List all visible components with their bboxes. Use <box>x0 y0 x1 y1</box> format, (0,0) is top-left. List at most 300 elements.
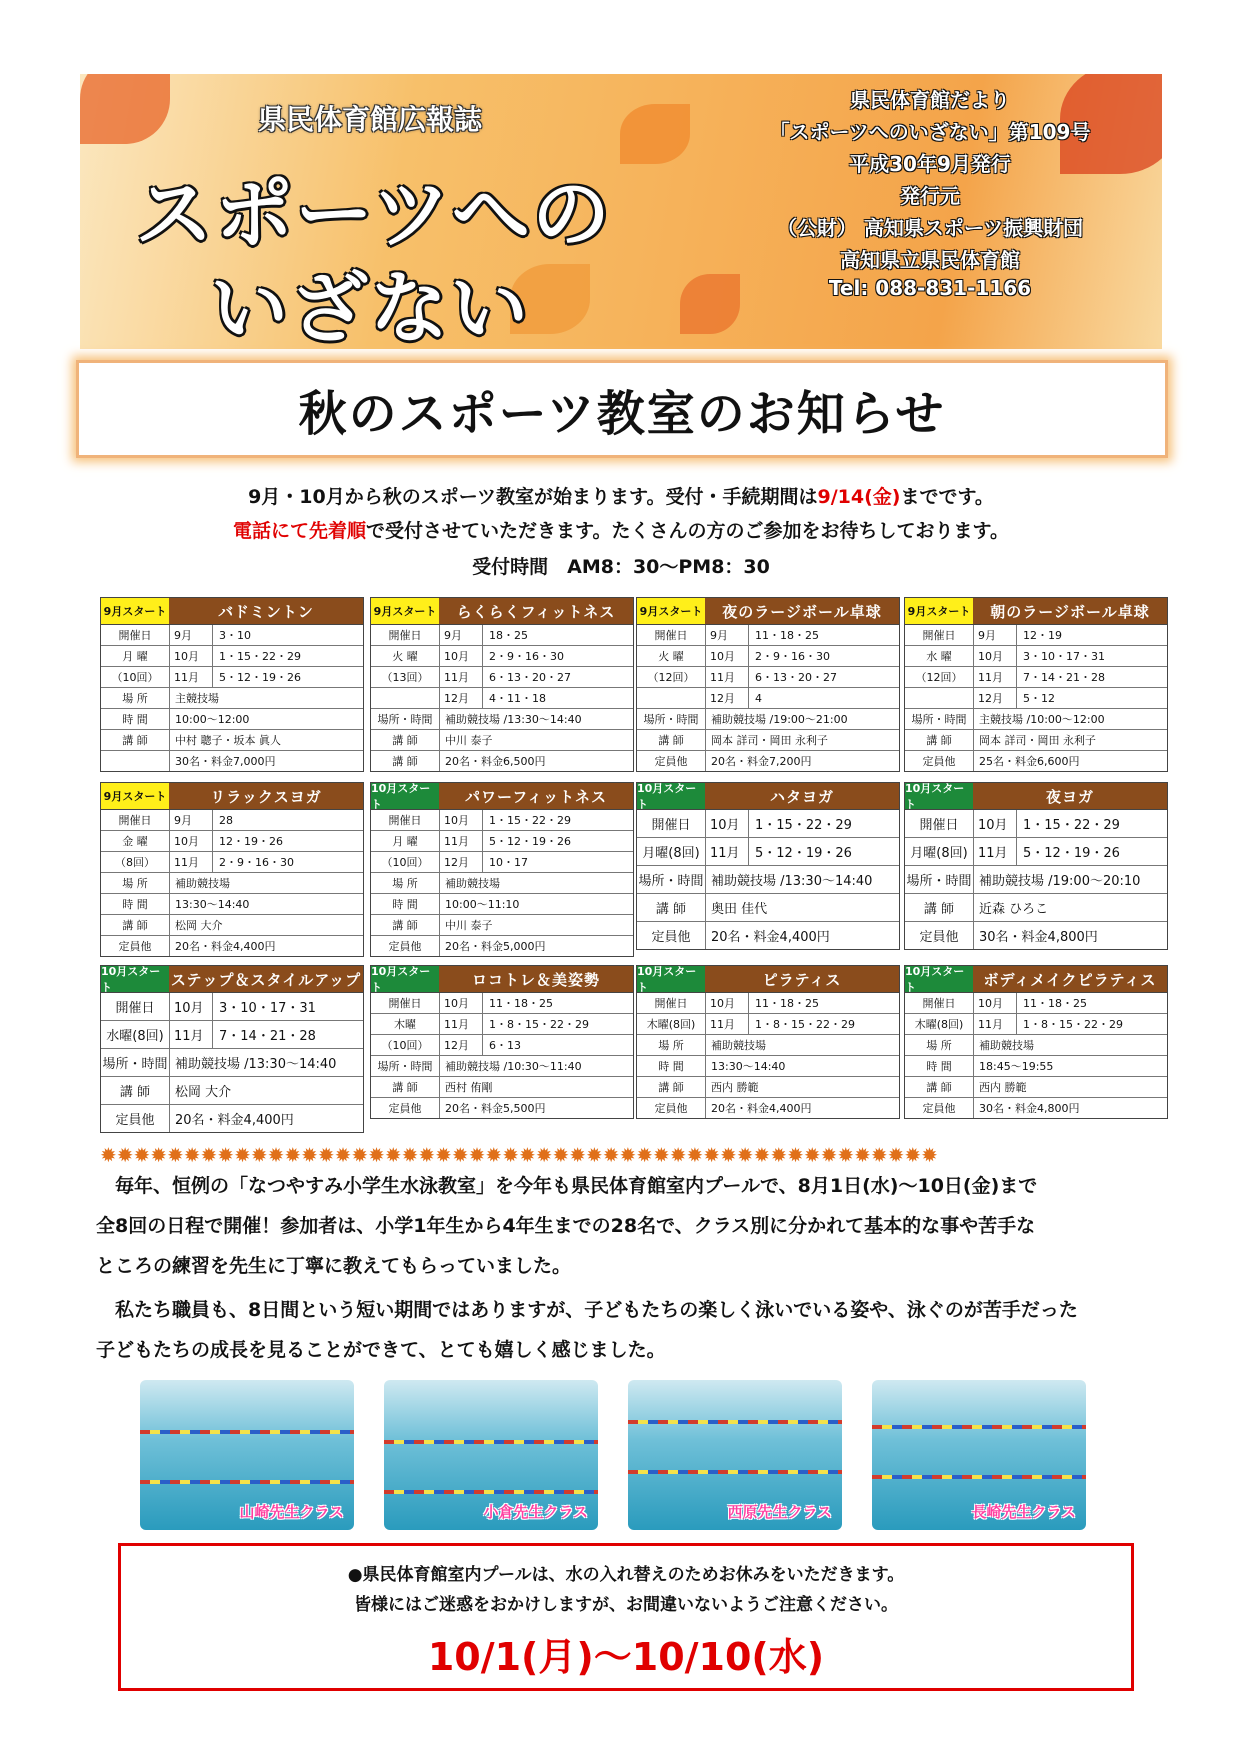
lane-rope <box>140 1430 354 1434</box>
info-label: 講 師 <box>371 730 440 750</box>
info-row <box>637 1077 899 1098</box>
month-cell: 11月 <box>974 838 1017 865</box>
month-cell: 11月 <box>706 1014 749 1034</box>
days-cell: 7・14・21・28 <box>219 1029 316 1044</box>
days-cell: 5・12・19・26 <box>755 846 852 861</box>
info-value: 西内 勝範 <box>711 1081 759 1094</box>
weekday-label: 月曜(8回) <box>637 838 706 865</box>
schedule-row <box>637 625 899 646</box>
maple-leaf-decoration <box>80 74 170 144</box>
days-cell: 4 <box>755 691 762 705</box>
month-cell: 10月 <box>706 646 749 666</box>
days-cell: 12・19・26 <box>219 835 283 848</box>
info-value: 補助競技場 /10:30～11:40 <box>445 1060 582 1073</box>
date-label: 開催日 <box>371 993 440 1013</box>
start-month-badge: 10月スタート <box>905 783 973 809</box>
lane-rope <box>872 1475 1086 1479</box>
info-row <box>905 894 1167 922</box>
date-label: 開催日 <box>905 625 974 645</box>
schedule-row <box>905 625 1167 646</box>
schedule-row <box>905 688 1167 709</box>
date-label: 開催日 <box>101 810 170 830</box>
info-value: 20名・料金7,200円 <box>711 755 812 768</box>
days-cell: 2・9・16・30 <box>489 650 564 663</box>
info-label: 時 間 <box>101 709 170 729</box>
class-title-bar <box>637 598 899 625</box>
schedule-row <box>637 1014 899 1035</box>
info-row <box>905 709 1167 730</box>
info-value: 松岡 大介 <box>175 919 223 932</box>
info-label: 場 所 <box>101 873 170 893</box>
class-title-bar <box>371 783 633 810</box>
session-count: （13回） <box>371 667 440 687</box>
start-month-badge: 9月スタート <box>371 598 439 624</box>
info-row <box>101 688 363 709</box>
closure-dates: 10/1(月)～10/10(水) <box>427 1635 825 1679</box>
class-name: ロコトレ＆美姿勢 <box>439 966 633 992</box>
info-label: 定員他 <box>637 1098 706 1118</box>
info-row <box>905 1035 1167 1056</box>
info-label: 講 師 <box>101 1077 170 1104</box>
info-label: 定員他 <box>101 1105 170 1132</box>
days-cell: 4・11・18 <box>489 692 546 705</box>
schedule-row <box>101 1021 363 1049</box>
info-row <box>371 1098 633 1118</box>
class-name: 夜のラージボール卓球 <box>705 598 899 624</box>
info-label: 場所・時間 <box>637 866 706 893</box>
start-month-badge: 9月スタート <box>905 598 973 624</box>
month-cell: 10月 <box>706 810 749 837</box>
start-month-badge: 9月スタート <box>101 598 169 624</box>
pool-photo-3 <box>628 1380 842 1530</box>
article-line: 私たち職員も、8日間という短い期間ではありますが、子どもたちの楽しく泳いでいる姿や、泳ぐのが苦手だった <box>96 1299 1078 1321</box>
schedule-row <box>637 993 899 1014</box>
info-label: 定員他 <box>905 1098 974 1118</box>
days-cell: 28 <box>219 813 233 827</box>
class-card <box>370 597 634 772</box>
days-cell: 10・17 <box>489 856 528 869</box>
month-cell: 10月 <box>974 646 1017 666</box>
info-row <box>371 1077 633 1098</box>
month-cell: 11月 <box>170 667 213 687</box>
photo-caption: 小倉先生クラス <box>483 1503 588 1521</box>
start-month-badge: 10月スタート <box>101 966 169 992</box>
days-cell: 11・18・25 <box>489 997 553 1010</box>
class-title-bar <box>101 598 363 625</box>
start-month-badge: 10月スタート <box>371 966 439 992</box>
month-cell: 11月 <box>440 1014 483 1034</box>
pool-photo-2 <box>384 1380 598 1530</box>
schedule-row <box>637 688 899 709</box>
info-row <box>101 873 363 894</box>
schedule-row <box>101 646 363 667</box>
schedule-row <box>101 831 363 852</box>
month-cell: 10月 <box>170 646 213 666</box>
lane-rope <box>140 1480 354 1484</box>
days-cell: 1・15・22・29 <box>219 650 301 663</box>
info-row <box>905 1056 1167 1077</box>
month-cell: 9月 <box>440 625 483 645</box>
date-label: 開催日 <box>637 625 706 645</box>
schedule-row <box>637 810 899 838</box>
schedule-row <box>371 1014 633 1035</box>
month-cell: 9月 <box>974 625 1017 645</box>
schedule-row <box>637 646 899 667</box>
month-cell: 11月 <box>706 667 749 687</box>
info-value: 補助競技場 /13:30～14:40 <box>711 874 873 889</box>
info-value: 補助競技場 /13:30～14:40 <box>175 1057 337 1072</box>
main-title-line1: スポーツへの <box>135 170 612 260</box>
info-value: 13:30～14:40 <box>175 898 250 911</box>
info-value: 主競技場 <box>175 692 219 705</box>
phone-first-come-text: 電話にて先着順 <box>233 520 367 542</box>
month-cell: 11月 <box>170 1021 213 1048</box>
section-banner <box>76 360 1168 458</box>
lane-rope <box>628 1420 842 1424</box>
info-value: 中川 泰子 <box>445 734 493 747</box>
info-label: 講 師 <box>637 1077 706 1097</box>
class-card <box>636 597 900 772</box>
info-label: 場 所 <box>905 1035 974 1055</box>
days-cell: 3・10・17・31 <box>1023 650 1105 663</box>
main-title-line2: いざない <box>210 264 531 349</box>
schedule-row <box>637 838 899 866</box>
info-label: 定員他 <box>371 1098 440 1118</box>
schedule-row <box>905 646 1167 667</box>
weekday-label: 月 曜 <box>371 831 440 851</box>
class-card <box>904 965 1168 1119</box>
class-card <box>100 965 364 1133</box>
class-title-bar <box>637 783 899 810</box>
info-value: 西内 勝範 <box>979 1081 1027 1094</box>
info-value: 20名・料金4,400円 <box>175 1113 294 1128</box>
info-row <box>101 1077 363 1105</box>
info-value: 補助競技場 /19:00～21:00 <box>711 713 848 726</box>
days-cell: 2・9・16・30 <box>755 650 830 663</box>
month-cell: 9月 <box>170 810 213 830</box>
class-title-bar <box>101 966 363 993</box>
info-value: 奥田 佳代 <box>711 902 768 917</box>
info-row <box>905 866 1167 894</box>
info-label: 講 師 <box>905 1077 974 1097</box>
info-row <box>905 730 1167 751</box>
info-label <box>101 751 170 771</box>
class-title-bar <box>905 783 1167 810</box>
info-row <box>371 936 633 956</box>
empty-label <box>371 688 440 708</box>
info-label: 講 師 <box>905 894 974 921</box>
info-row <box>637 1035 899 1056</box>
info-label: 講 師 <box>637 894 706 921</box>
month-cell: 11月 <box>170 852 213 872</box>
info-value: 岡本 詳司・岡田 永利子 <box>711 734 828 747</box>
class-title-bar <box>905 966 1167 993</box>
info-label: 場 所 <box>101 688 170 708</box>
info-value: 30名・料金7,000円 <box>175 755 276 768</box>
info-label: 定員他 <box>905 922 974 949</box>
info-value: 中村 聰子・坂本 眞人 <box>175 734 281 747</box>
article-line: 毎年、恒例の「なつやすみ小学生水泳教室」を今年も県民体育館室内プールで、8月1日(水)～10日(金)まで <box>96 1175 1038 1197</box>
weekday-label: 金 曜 <box>101 831 170 851</box>
photo-caption: 山崎先生クラス <box>239 1503 344 1521</box>
info-row <box>905 751 1167 771</box>
info-row <box>371 751 633 771</box>
class-title-bar <box>371 598 633 625</box>
info-value: 20名・料金5,500円 <box>445 1102 546 1115</box>
class-name: 朝のラージボール卓球 <box>973 598 1167 624</box>
info-value: 補助競技場 <box>711 1039 766 1052</box>
days-cell: 1・15・22・29 <box>489 814 571 827</box>
days-cell: 11・18・25 <box>755 629 819 642</box>
class-title-bar <box>637 966 899 993</box>
intro-text: 9月・10月から秋のスポーツ教室が始まります。受付・手続期間は <box>248 486 818 508</box>
info-label: 講 師 <box>371 751 440 771</box>
info-label: 講 師 <box>101 730 170 750</box>
month-cell: 11月 <box>706 838 749 865</box>
class-title-bar <box>101 783 363 810</box>
info-label: 場所・時間 <box>905 709 974 729</box>
schedule-row <box>905 667 1167 688</box>
days-cell: 6・13 <box>489 1039 521 1052</box>
class-title-bar <box>371 966 633 993</box>
date-label: 開催日 <box>905 993 974 1013</box>
info-value: 補助競技場 /13:30～14:40 <box>445 713 582 726</box>
weekday-label: 木曜(8回) <box>905 1014 974 1034</box>
pool-photo-1 <box>140 1380 354 1530</box>
schedule-row <box>905 810 1167 838</box>
info-row <box>905 1077 1167 1098</box>
info-row <box>905 1098 1167 1118</box>
info-label: 時 間 <box>101 894 170 914</box>
schedule-row <box>371 831 633 852</box>
info-value: 補助競技場 <box>175 877 230 890</box>
info-label: 場 所 <box>371 873 440 893</box>
days-cell: 1・8・15・22・29 <box>1023 1018 1123 1031</box>
schedule-row <box>101 810 363 831</box>
info-value: 主競技場 /10:00～12:00 <box>979 713 1105 726</box>
intro-text: までです。 <box>900 486 994 508</box>
class-card <box>100 597 364 772</box>
info-value: 20名・料金4,400円 <box>711 1102 812 1115</box>
class-card <box>904 597 1168 772</box>
class-card <box>100 782 364 957</box>
class-card <box>370 965 634 1119</box>
info-value: 補助競技場 <box>445 877 500 890</box>
weekday-label: 水 曜 <box>905 646 974 666</box>
month-cell: 10月 <box>440 646 483 666</box>
month-cell: 9月 <box>706 625 749 645</box>
info-row <box>371 709 633 730</box>
days-cell: 1・8・15・22・29 <box>489 1018 589 1031</box>
info-row <box>101 1105 363 1132</box>
empty-label <box>905 688 974 708</box>
info-row <box>637 922 899 949</box>
photo-caption: 西原先生クラス <box>727 1503 832 1521</box>
schedule-row <box>371 688 633 709</box>
info-label: 場 所 <box>637 1035 706 1055</box>
date-label: 開催日 <box>905 810 974 837</box>
info-label: 定員他 <box>637 922 706 949</box>
month-cell: 11月 <box>440 667 483 687</box>
info-value: 20名・料金4,400円 <box>711 930 830 945</box>
info-row <box>101 730 363 751</box>
lane-rope <box>384 1440 598 1444</box>
weekday-label: 水曜(8回) <box>101 1021 170 1048</box>
info-value: 25名・料金6,600円 <box>979 755 1080 768</box>
days-cell: 7・14・21・28 <box>1023 671 1105 684</box>
info-row <box>101 894 363 915</box>
schedule-row <box>371 810 633 831</box>
class-card <box>636 782 900 950</box>
info-value: 20名・料金6,500円 <box>445 755 546 768</box>
start-month-badge: 10月スタート <box>371 783 439 809</box>
weekday-label: 木曜(8回) <box>637 1014 706 1034</box>
class-name: ステップ＆スタイルアップ <box>169 966 363 992</box>
date-label: 開催日 <box>371 810 440 830</box>
lane-rope <box>872 1425 1086 1429</box>
info-label: 場所・時間 <box>101 1049 170 1076</box>
class-title-bar <box>905 598 1167 625</box>
info-row <box>637 751 899 771</box>
start-month-badge: 9月スタート <box>101 783 169 809</box>
schedule-row <box>371 993 633 1014</box>
info-row <box>637 894 899 922</box>
info-row <box>637 1098 899 1118</box>
days-cell: 18・25 <box>489 629 528 642</box>
info-row <box>637 730 899 751</box>
info-row <box>101 709 363 730</box>
days-cell: 11・18・25 <box>1023 997 1087 1010</box>
date-label: 開催日 <box>101 993 170 1020</box>
info-line: 平成30年9月発行 <box>849 152 1011 176</box>
schedule-row <box>101 993 363 1021</box>
class-name: ハタヨガ <box>705 783 899 809</box>
info-value: 18:45～19:55 <box>979 1060 1054 1073</box>
days-cell: 6・13・20・27 <box>755 671 837 684</box>
photo-caption: 長崎先生クラス <box>971 1503 1076 1521</box>
info-label: 定員他 <box>371 936 440 956</box>
start-month-badge: 10月スタート <box>637 783 705 809</box>
date-label: 開催日 <box>371 625 440 645</box>
days-cell: 2・9・16・30 <box>219 856 294 869</box>
schedule-row <box>905 838 1167 866</box>
info-value: 岡本 詳司・岡田 永利子 <box>979 734 1096 747</box>
month-cell: 12月 <box>440 1035 483 1055</box>
info-label: 時 間 <box>637 1056 706 1076</box>
weekday-label: 月曜(8回) <box>905 838 974 865</box>
info-value: 13:30～14:40 <box>711 1060 786 1073</box>
class-card <box>370 782 634 957</box>
start-month-badge: 10月スタート <box>905 966 973 992</box>
month-cell: 10月 <box>170 993 213 1020</box>
leaf-divider: ✹✹✹✹✹✹✹✹✹✹✹✹✹✹✹✹✹✹✹✹✹✹✹✹✹✹✹✹✹✹✹✹✹✹✹✹✹✹✹✹✹✹✹✹✹✹✹✹✹✹ <box>100 1143 938 1165</box>
month-cell: 10月 <box>440 993 483 1013</box>
days-cell: 5・12・19・26 <box>219 671 301 684</box>
info-label: 場所・時間 <box>905 866 974 893</box>
month-cell: 10月 <box>706 993 749 1013</box>
info-line: 高知県立県民体育館 <box>840 248 1020 272</box>
intro-text: で受付させていただきます。たくさんの方のご参加をお待ちしております。 <box>366 520 1009 542</box>
article-line: 全8回の日程で開催！参加者は、小学1年生から4年生までの28名で、クラス別に分かれて基本的な事や苦手な <box>96 1215 1036 1237</box>
month-cell: 9月 <box>170 625 213 645</box>
info-row <box>101 751 363 771</box>
article-paragraph-1 <box>96 1166 1146 1286</box>
weekday-label: 火 曜 <box>637 646 706 666</box>
schedule-row <box>905 1014 1167 1035</box>
info-value: 10:00～12:00 <box>175 713 250 726</box>
days-cell: 3・10・17・31 <box>219 1001 316 1016</box>
info-value: 補助競技場 /19:00～20:10 <box>979 874 1141 889</box>
schedule-row <box>371 1035 633 1056</box>
class-name: ボディメイクピラティス <box>973 966 1167 992</box>
schedule-row <box>371 625 633 646</box>
lane-rope <box>628 1470 842 1474</box>
deadline-text: 9/14(金) <box>817 486 901 508</box>
info-label: 講 師 <box>637 730 706 750</box>
schedule-row <box>371 667 633 688</box>
article-line: 子どもたちの成長を見ることができて、とても嬉しく感じました。 <box>96 1339 666 1361</box>
info-line: （公財） 高知県スポーツ振興財団 <box>776 216 1084 240</box>
info-value: 20名・料金5,000円 <box>445 940 546 953</box>
intro-line-2 <box>80 516 1162 543</box>
month-cell: 10月 <box>974 993 1017 1013</box>
info-row <box>371 873 633 894</box>
month-cell: 11月 <box>440 831 483 851</box>
days-cell: 5・12・19・26 <box>1023 846 1120 861</box>
pool-closure-notice <box>118 1543 1134 1691</box>
info-value: 30名・料金4,800円 <box>979 1102 1080 1115</box>
intro-line-1 <box>80 482 1162 509</box>
info-row <box>637 709 899 730</box>
date-label: 開催日 <box>637 810 706 837</box>
banner-title: 秋のスポーツ教室のお知らせ <box>298 385 946 442</box>
days-cell: 5・12 <box>1023 692 1055 705</box>
info-label: 講 師 <box>371 915 440 935</box>
days-cell: 1・15・22・29 <box>755 818 852 833</box>
session-count: （10回） <box>371 1035 440 1055</box>
month-cell: 10月 <box>170 831 213 851</box>
info-line: 県民体育館だより <box>850 88 1010 112</box>
days-cell: 5・12・19・26 <box>489 835 571 848</box>
schedule-row <box>637 667 899 688</box>
session-count: （12回） <box>637 667 706 687</box>
class-card <box>636 965 900 1119</box>
month-cell: 11月 <box>974 1014 1017 1034</box>
info-value: 中川 泰子 <box>445 919 493 932</box>
info-row <box>371 915 633 936</box>
info-value: 西村 侑剛 <box>445 1081 493 1094</box>
info-label: 場所・時間 <box>371 1056 440 1076</box>
lane-rope <box>384 1490 598 1494</box>
info-label: 講 師 <box>101 915 170 935</box>
days-cell: 3・10 <box>219 629 251 642</box>
schedule-row <box>371 852 633 873</box>
info-label: 場所・時間 <box>637 709 706 729</box>
info-row <box>637 866 899 894</box>
days-cell: 12・19 <box>1023 629 1062 642</box>
info-row <box>371 894 633 915</box>
maple-leaf-decoration <box>620 104 690 164</box>
class-name: パワーフィットネス <box>439 783 633 809</box>
class-name: バドミントン <box>169 598 363 624</box>
month-cell: 12月 <box>706 688 749 708</box>
class-name: らくらくフィットネス <box>439 598 633 624</box>
info-line: 「スポーツへのいざない」第109号 <box>769 120 1091 144</box>
month-cell: 12月 <box>440 688 483 708</box>
info-label: 時 間 <box>371 894 440 914</box>
info-label: 定員他 <box>637 751 706 771</box>
info-value: 30名・料金4,800円 <box>979 930 1098 945</box>
